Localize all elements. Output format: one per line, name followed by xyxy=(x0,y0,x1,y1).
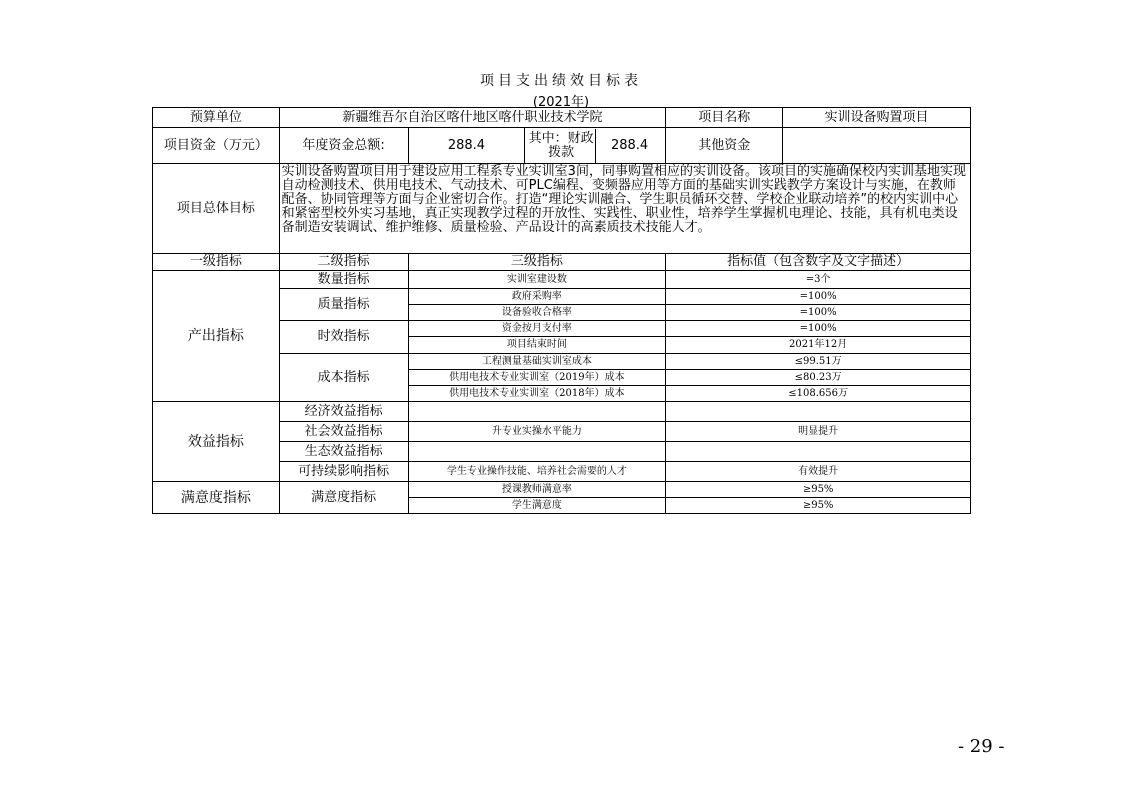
indicator-name: 政府采购率 xyxy=(408,289,666,305)
indicator-value: 有效提升 xyxy=(666,462,971,482)
goal-text: 实训设备购置项目用于建设应用工程系专业实训室3间，同事购置相应的实训设备。该项目的实施确保校内实训基地实现自动检测技术、供用电技术、气动技术、可PLC编程、变频器应用等方面的基础实训实践教学方案设计与实施，在教师配备、协同管理等方面与企业密切合作。打造“理论实训融合、学生职员循环交替、学校企业联动培养”的校内实训中心和紧密型校外实习基地，真正实现教学过程的开放性、实践性、职业性，培养学生掌握机电理论、技能，具有机电类设备制造安装调试、维护维修、质量检验、产品设计的高素质技术技能人才。 xyxy=(279,164,970,254)
indicator-value: =3个 xyxy=(666,271,971,289)
indicator-value: ≥95% xyxy=(666,498,971,514)
indicator-name: 设备验收合格率 xyxy=(408,305,666,321)
benefit-indicator-label: 效益指标 xyxy=(153,402,280,482)
quantity-indicator-label: 数量指标 xyxy=(279,271,408,289)
performance-table xyxy=(152,107,971,514)
indicator-name: 项目结束时间 xyxy=(408,337,666,354)
timeliness-indicator-label: 时效指标 xyxy=(279,321,408,354)
goal-label: 项目总体目标 xyxy=(153,164,280,254)
budget-unit-value: 新疆维吾尔自治区喀什地区喀什职业技术学院 xyxy=(279,108,666,128)
indicator-value: ≥95% xyxy=(666,482,971,498)
funds-label: 项目资金（万元） xyxy=(153,128,280,164)
other-funds-label: 其他资金 xyxy=(666,128,783,164)
satisfaction-sub-label: 满意度指标 xyxy=(279,482,408,514)
indicator-value: =100% xyxy=(666,289,971,305)
doc-title: 项目支出绩效目标表 xyxy=(480,73,642,89)
indicator-name: 学生满意度 xyxy=(408,498,666,514)
budget-unit-label: 预算单位 xyxy=(153,108,280,128)
doc-year: (2021年) xyxy=(532,95,590,110)
indicator-value xyxy=(666,402,971,422)
col-level3: 三级指标 xyxy=(408,254,666,271)
indicator-value: =100% xyxy=(666,321,971,337)
sustainable-indicator-label: 可持续影响指标 xyxy=(279,462,408,482)
page-number: - 29 - xyxy=(958,736,1005,757)
indicator-name: 授课教师满意率 xyxy=(408,482,666,498)
project-name-label: 项目名称 xyxy=(666,108,783,128)
indicator-value: ≤108.656万 xyxy=(666,386,971,402)
output-indicator-label: 产出指标 xyxy=(153,271,280,402)
fiscal-value: 288.4 xyxy=(610,137,649,153)
economic-indicator-label: 经济效益指标 xyxy=(279,402,408,422)
indicator-name: 供用电技术专业实训室（2019年）成本 xyxy=(408,370,666,386)
social-indicator-label: 社会效益指标 xyxy=(279,422,408,442)
quality-indicator-label: 质量指标 xyxy=(279,289,408,321)
indicator-value: 明显提升 xyxy=(666,422,971,442)
annual-total-value: 288.4 xyxy=(408,128,525,164)
indicator-value: =100% xyxy=(666,305,971,321)
annual-total-label: 年度资金总额: xyxy=(279,128,408,164)
indicator-value: 2021年12月 xyxy=(666,337,971,354)
indicator-value xyxy=(666,442,971,462)
col-level2: 二级指标 xyxy=(279,254,408,271)
indicator-name: 学生专业操作技能、培养社会需要的人才 xyxy=(408,462,666,482)
satisfaction-indicator-label: 满意度指标 xyxy=(153,482,280,514)
other-funds-value xyxy=(783,128,971,164)
indicator-name xyxy=(408,442,666,462)
indicator-name: 升专业实操水平能力 xyxy=(408,422,666,442)
fiscal-label: 其中：财政拨款 xyxy=(527,129,595,163)
col-level1: 一级指标 xyxy=(153,254,280,271)
indicator-name: 实训室建设数 xyxy=(408,271,666,289)
indicator-name: 工程测量基础实训室成本 xyxy=(408,354,666,370)
col-value: 指标值（包含数字及文字描述） xyxy=(666,254,971,271)
project-name-value: 实训设备购置项目 xyxy=(783,108,971,128)
indicator-name xyxy=(408,402,666,422)
indicator-value: ≤80.23万 xyxy=(666,370,971,386)
indicator-name: 供用电技术专业实训室（2018年）成本 xyxy=(408,386,666,402)
cost-indicator-label: 成本指标 xyxy=(279,354,408,402)
indicator-value: ≤99.51万 xyxy=(666,354,971,370)
indicator-name: 资金按月支付率 xyxy=(408,321,666,337)
ecological-indicator-label: 生态效益指标 xyxy=(279,442,408,462)
